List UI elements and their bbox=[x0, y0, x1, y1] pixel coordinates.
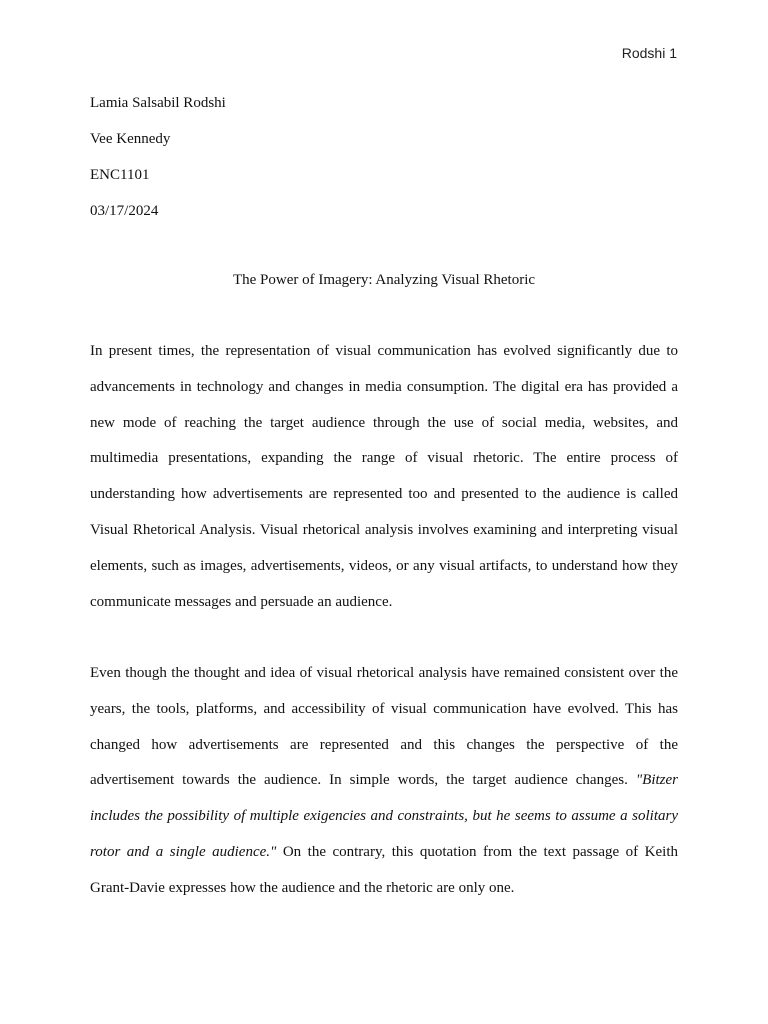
instructor-name: Vee Kennedy bbox=[90, 131, 171, 147]
paragraph-1: In present times, the representation of visual communication has evolved significantly due to advancements in technology and changes in media consumption. The digital era has provided a new mode of reaching the target audience through the use of social media, websites, and multimedia presentations, expanding the range of visual rhetoric. The entire process of understanding how advertisements are represented too and presented to the audience is called Visual Rhetorical Analysis. Visual rhetorical analysis involves examining and interpreting visual elements, such as images, advertisements, videos, or any visual artifacts, to understand how they communicate messages and persuade an audience. bbox=[90, 343, 678, 610]
paragraph-2-quote: "Bitzer includes the possibility of multiple exigencies and constraints, but he seems to assume a solitary rotor and a single audience." bbox=[90, 772, 678, 860]
essay-title: The Power of Imagery: Analyzing Visual Rhetoric bbox=[232, 272, 536, 288]
paragraph-2-text-start: Even though the thought and idea of visual rhetorical analysis have remained consistent over the years, the tools, platforms, and accessibility of visual communication have evolved. This has changed how advertisements are represented and this changes the perspective of the advertisement towards the audience. In simple words, the target audience changes. bbox=[90, 665, 678, 789]
paragraph-2 bbox=[90, 656, 678, 907]
paragraph-2-text-end: On the contrary, this quotation from the text passage of Keith Grant-Davie expresses how the audience and the rhetoric are only one. bbox=[90, 843, 678, 896]
student-name: Lamia Salsabil Rodshi bbox=[90, 95, 226, 111]
running-head: Rodshi 1 bbox=[621, 45, 677, 61]
date-line: 03/17/2024 bbox=[90, 203, 159, 219]
course-code: ENC1101 bbox=[90, 167, 150, 183]
mla-heading bbox=[90, 92, 678, 236]
